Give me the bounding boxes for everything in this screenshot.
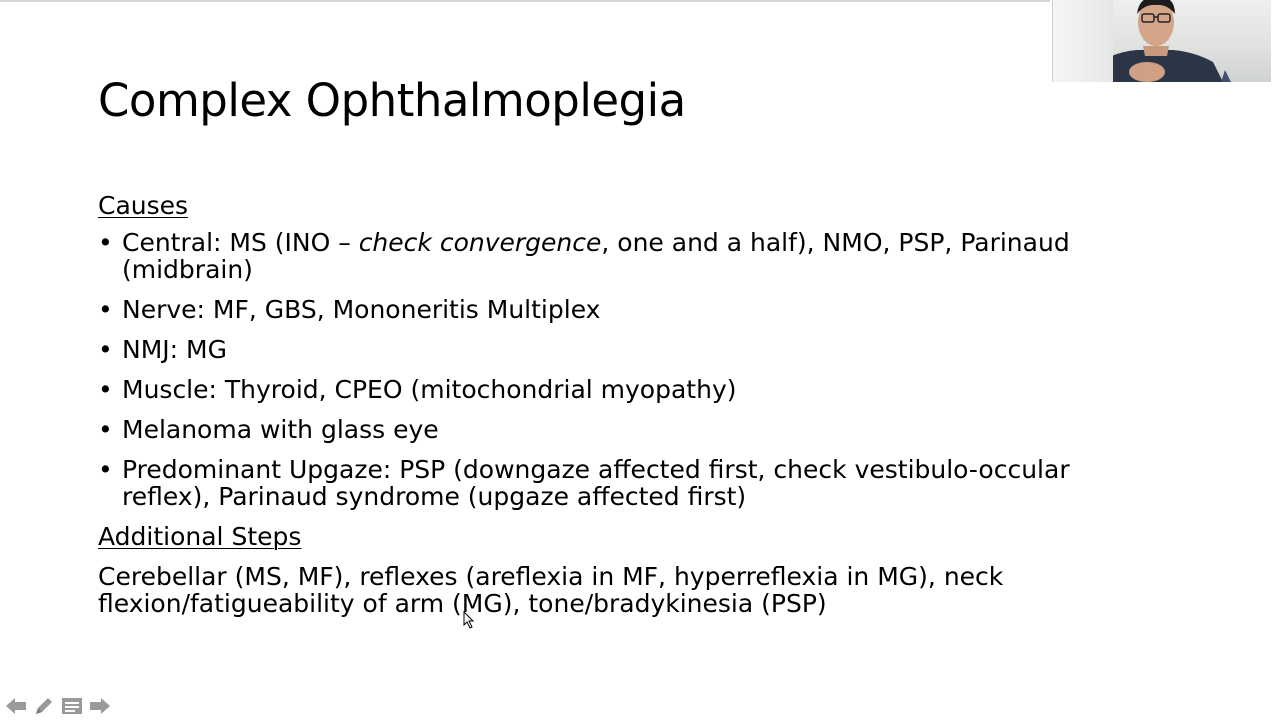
pen-tool-button[interactable]	[32, 694, 56, 718]
slide-title: Complex Ophthalmoplegia	[98, 74, 686, 127]
mouse-cursor-icon	[463, 611, 475, 629]
bullet-icon: •	[98, 375, 113, 404]
slideshow-controls	[4, 694, 112, 718]
cause-text: Predominant Upgaze: PSP (downgaze affected first, check vestibulo-occular reflex), Parinaud syndrome (upgaze affected first)	[122, 455, 1070, 511]
causes-heading: Causes	[98, 191, 189, 220]
causes-list	[98, 229, 1108, 510]
bullet-icon: •	[98, 335, 113, 364]
cause-text: Nerve: MF, GBS, Mononeritis Multiplex	[122, 295, 601, 324]
list-item	[98, 416, 1108, 443]
bullet-icon: •	[98, 415, 113, 444]
menu-icon	[61, 697, 83, 715]
arrow-left-icon	[5, 697, 27, 715]
cause-text: , one and a half), NMO, PSP, Parinaud (midbrain)	[122, 228, 1070, 284]
additional-steps-text: Cerebellar (MS, MF), reflexes (areflexia in MF, hyperreflexia in MG), neck flexion/fatigueability of arm (MG), tone/bradykinesia (PSP)	[98, 562, 1004, 618]
list-item	[98, 229, 1108, 283]
pen-icon	[33, 695, 55, 717]
list-item	[98, 296, 1108, 323]
cause-text: Central: MS (INO –	[122, 228, 359, 257]
list-item	[98, 376, 1108, 403]
cause-emphasis: check convergence	[358, 228, 602, 257]
additional-steps-heading: Additional Steps	[98, 522, 302, 551]
previous-slide-button[interactable]	[4, 694, 28, 718]
next-slide-button[interactable]	[88, 694, 112, 718]
bullet-icon: •	[98, 455, 113, 484]
slide-menu-button[interactable]	[60, 694, 84, 718]
webcam-background	[1053, 0, 1113, 82]
arrow-right-icon	[89, 697, 111, 715]
cause-text: Muscle: Thyroid, CPEO (mitochondrial myopathy)	[122, 375, 737, 404]
list-item	[98, 336, 1108, 363]
top-divider	[0, 0, 1050, 2]
cause-text: NMJ: MG	[122, 335, 227, 364]
list-item	[98, 456, 1108, 510]
cause-text: Melanoma with glass eye	[122, 415, 439, 444]
bullet-icon: •	[98, 228, 113, 257]
bullet-icon: •	[98, 295, 113, 324]
webcam-overlay	[1052, 0, 1271, 82]
slide-body	[98, 190, 1108, 617]
